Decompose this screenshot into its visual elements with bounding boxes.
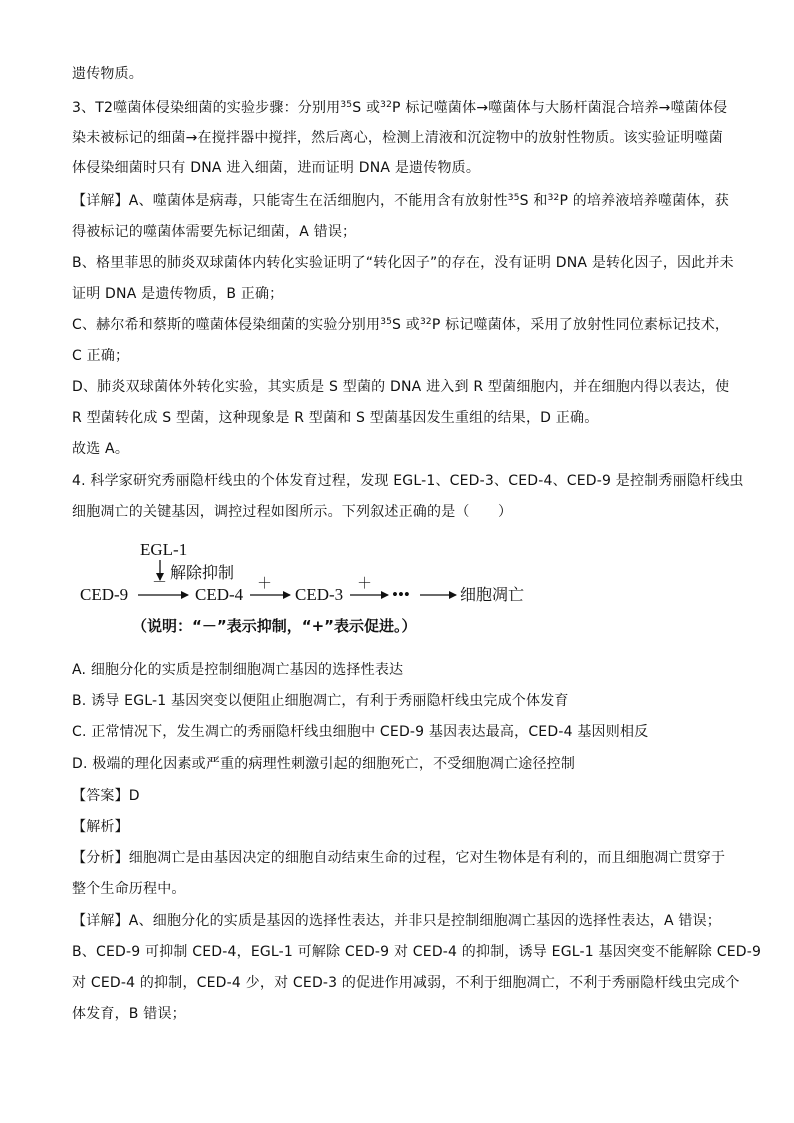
option-a: A. 细胞分化的实质是控制细胞凋亡基因的选择性表达 xyxy=(72,662,404,678)
text-line: R 型菌转化成 S 型菌，这种现象是 R 型菌和 S 型菌基因发生重组的结果，D 正确。 xyxy=(72,410,599,426)
text-line: 对 CED-4 的抑制，CED-4 少，对 CED-3 的促进作用减弱，不利于细胞凋亡，不利于秀丽隐杆线虫完成个 xyxy=(72,975,740,991)
text-line: D、肺炎双球菌体外转化实验，其实质是 S 型菌的 DNA 进入到 R 型菌细胞内，并在细胞内得以表达，使 xyxy=(72,379,730,395)
promote-sign: ＋ xyxy=(357,576,373,592)
gene-regulation-diagram xyxy=(70,538,550,638)
release-inhibition-label: 解除抑制 xyxy=(170,563,235,582)
ellipsis-dots: ••• xyxy=(392,585,410,604)
option-d: D. 极端的理化因素或严重的病理性刺激引起的细胞死亡，不受细胞凋亡途径控制 xyxy=(72,756,576,772)
text-line: B、CED-9 可抑制 CED-4，EGL-1 可解除 CED-9 对 CED-4 的抑制，诱导 EGL-1 基因突变不能解除 CED-9 xyxy=(72,944,762,960)
text-line: 【分析】细胞凋亡是由基因决定的细胞自动结束生命的过程，它对生物体是有利的，而且细胞凋亡贯穿于 xyxy=(72,850,726,866)
text-line: 得被标记的噬菌体需要先标记细菌，A 错误； xyxy=(72,224,357,240)
text-line: C 正确； xyxy=(72,348,130,364)
text-line: 【详解】A、细胞分化的实质是基因的选择性表达，并非只是控制细胞凋亡基因的选择性表达，A 错误； xyxy=(72,913,722,929)
apoptosis-label: 细胞凋亡 xyxy=(460,585,525,604)
text-line: 整个生命历程中。 xyxy=(72,881,186,897)
diagram-note: （说明：“－”表示抑制，“+”表示促进。） xyxy=(132,617,417,635)
text-line: 【详解】A、噬菌体是病毒，只能寄生在活细胞内，不能用含有放射性$^{35}$S 和$^{32}$P 的培养液培养噬菌体，获 xyxy=(72,193,729,209)
question-stem: 细胞凋亡的关键基因，调控过程如图所示。下列叙述正确的是（ ） xyxy=(72,504,513,520)
text-line: 故选 A。 xyxy=(72,441,130,457)
ced9-label: CED-9 xyxy=(80,585,129,604)
text-line: 证明 DNA 是遗传物质，B 正确； xyxy=(72,286,284,302)
text-line: 染未被标记的细菌→在搅拌器中搅拌，然后离心，检测上清液和沉淀物中的放射性物质。该实验证明噬菌 xyxy=(72,130,723,146)
text-line: C、赫尔希和蔡斯的噬菌体侵染细菌的实验分别用$^{35}$S 或$^{32}$P 标记噬菌体，采用了放射性同位素标记技术， xyxy=(72,317,730,333)
inhibit-sign: － xyxy=(152,575,168,591)
analysis-heading: 【解析】 xyxy=(72,819,129,835)
ced4-label: CED-4 xyxy=(195,585,244,604)
option-b: B. 诱导 EGL-1 基因突变以便阻止细胞凋亡，有利于秀丽隐杆线虫完成个体发育 xyxy=(72,693,569,709)
text-line: 遗传物质。 xyxy=(72,66,143,82)
promote-sign: ＋ xyxy=(257,576,273,592)
text-line: 体发育，B 错误； xyxy=(72,1006,186,1022)
text-line: B、格里菲思的肺炎双球菌体内转化实验证明了“转化因子”的存在，没有证明 DNA 是转化因子，因此并未 xyxy=(72,255,734,271)
option-c: C. 正常情况下，发生凋亡的秀丽隐杆线虫细胞中 CED-9 基因表达最高，CED-4 基因则相反 xyxy=(72,724,649,740)
text-line: 3、T2噬菌体侵染细菌的实验步骤：分别用$^{35}$S 或$^{32}$P 标记噬菌体→噬菌体与大肠杆菌混合培养→噬菌体侵 xyxy=(72,100,728,116)
ced3-label: CED-3 xyxy=(295,585,344,604)
answer-line: 【答案】D xyxy=(72,788,140,804)
text-line: 体侵染细菌时只有 DNA 进入细菌，进而证明 DNA 是遗传物质。 xyxy=(72,160,481,176)
question-stem: 4. 科学家研究秀丽隐杆线虫的个体发育过程，发现 EGL-1、CED-3、CED-4、CED-9 是控制秀丽隐杆线虫 xyxy=(72,473,744,489)
egl1-label: EGL-1 xyxy=(140,540,188,559)
